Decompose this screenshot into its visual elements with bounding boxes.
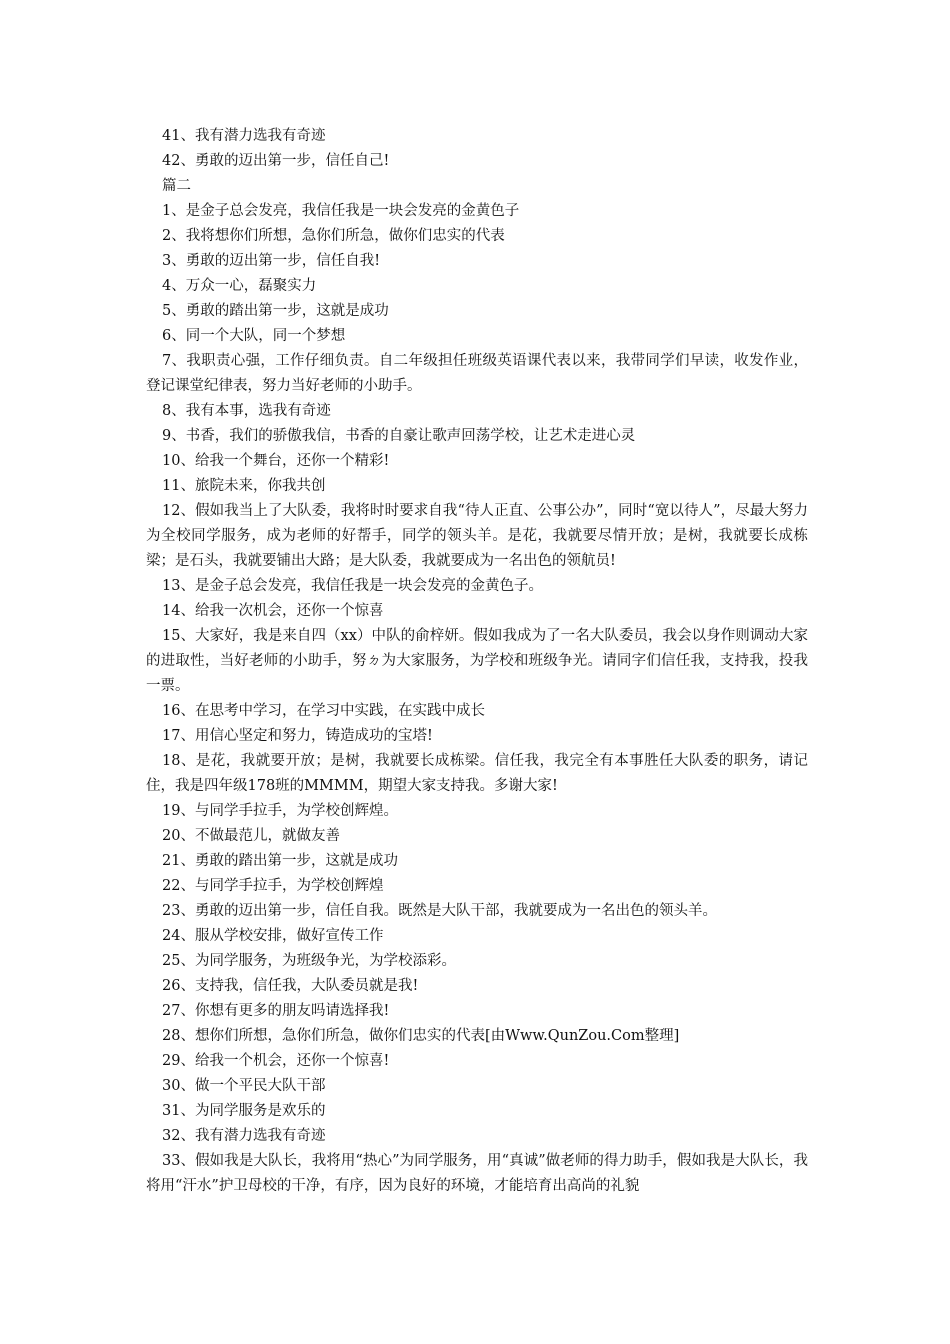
paragraph: 1、是金子总会发亮，我信任我是一块会发亮的金黄色子 <box>162 203 520 219</box>
paragraph: 18、是花，我就要开放；是树，我就要长成栋梁。信任我，我完全有本事胜任大队委的职务，请记住，我是四年级178班的MMMM，期望大家支持我。多谢大家! <box>146 753 808 794</box>
paragraph: 21、勇敢的踏出第一步，这就是成功 <box>162 853 398 869</box>
paragraph: 6、同一个大队，同一个梦想 <box>162 328 346 344</box>
paragraph: 9、书香，我们的骄傲我信，书香的自豪让歌声回荡学校，让艺术走进心灵 <box>162 428 636 444</box>
paragraph: 28、想你们所想，急你们所急，做你们忠实的代表[由Www.QunZou.Com整理] <box>162 1028 680 1044</box>
paragraph: 8、我有本事，选我有奇迹 <box>162 403 331 419</box>
section-title: 篇二 <box>162 178 191 194</box>
paragraph: 32、我有潜力选我有奇迹 <box>162 1128 326 1144</box>
paragraph: 23、勇敢的迈出第一步，信任自我。既然是大队干部，我就要成为一名出色的领头羊。 <box>162 903 717 919</box>
paragraph: 22、与同学手拉手，为学校创辉煌 <box>162 878 384 894</box>
paragraph: 17、用信心坚定和努力，铸造成功的宝塔! <box>162 728 433 744</box>
paragraph: 5、勇敢的踏出第一步，这就是成功 <box>162 303 389 319</box>
paragraph: 15、大家好，我是来自四（xx）中队的俞梓妍。假如我成为了一名大队委员，我会以身作则调动大家的进取性，当好老师的小助手，努ㄉ为大家服务，为学校和班级争光。请同字们信任我，支持我，投我一票。 <box>146 628 808 694</box>
paragraph: 27、你想有更多的朋友吗请选择我! <box>162 1003 390 1019</box>
paragraph: 33、假如我是大队长，我将用“热心”为同学服务，用“真诚”做老师的得力助手，假如我是大队长，我将用“汗水”护卫母校的干净，有序，因为良好的环境，才能培育出高尚的礼貌 <box>146 1153 808 1194</box>
paragraph: 25、为同学服务，为班级争光，为学校添彩。 <box>162 953 456 969</box>
paragraph: 31、为同学服务是欢乐的 <box>162 1103 326 1119</box>
paragraph: 29、给我一个机会，还你一个惊喜! <box>162 1053 390 1069</box>
document-body <box>146 124 808 1199</box>
paragraph: 13、是金子总会发亮，我信任我是一块会发亮的金黄色子。 <box>162 578 543 594</box>
paragraph: 4、万众一心，磊聚实力 <box>162 278 317 294</box>
paragraph: 42、勇敢的迈出第一步，信任自己! <box>162 153 390 169</box>
paragraph: 20、不做最范儿，就做友善 <box>162 828 340 844</box>
paragraph: 12、假如我当上了大队委，我将时时要求自我“待人正直、公事公办”，同时“宽以待人”，尽最大努力为全校同学服务，成为老师的好帮手，同学的领头羊。是花，我就要尽情开放；是树，我就要长成栋梁；是石头，我就要铺出大路；是大队委，我就要成为一名出色的领航员! <box>146 503 808 569</box>
paragraph: 3、勇敢的迈出第一步，信任自我! <box>162 253 381 269</box>
paragraph: 10、给我一个舞台，还你一个精彩! <box>162 453 390 469</box>
paragraph: 2、我将想你们所想，急你们所急，做你们忠实的代表 <box>162 228 505 244</box>
paragraph: 19、与同学手拉手，为学校创辉煌。 <box>162 803 398 819</box>
paragraph: 24、服从学校安排，做好宣传工作 <box>162 928 384 944</box>
paragraph: 41、我有潜力选我有奇迹 <box>162 128 326 144</box>
paragraph: 11、旅院未来，你我共创 <box>162 478 326 494</box>
paragraph: 30、做一个平民大队干部 <box>162 1078 326 1094</box>
paragraph: 26、支持我，信任我，大队委员就是我! <box>162 978 419 994</box>
paragraph: 7、我职责心强，工作仔细负责。自二年级担任班级英语课代表以来，我带同学们早读，收发作业，登记课堂纪律表，努力当好老师的小助手。 <box>146 353 808 394</box>
paragraph: 16、在思考中学习，在学习中实践，在实践中成长 <box>162 703 485 719</box>
paragraph: 14、给我一次机会，还你一个惊喜 <box>162 603 384 619</box>
